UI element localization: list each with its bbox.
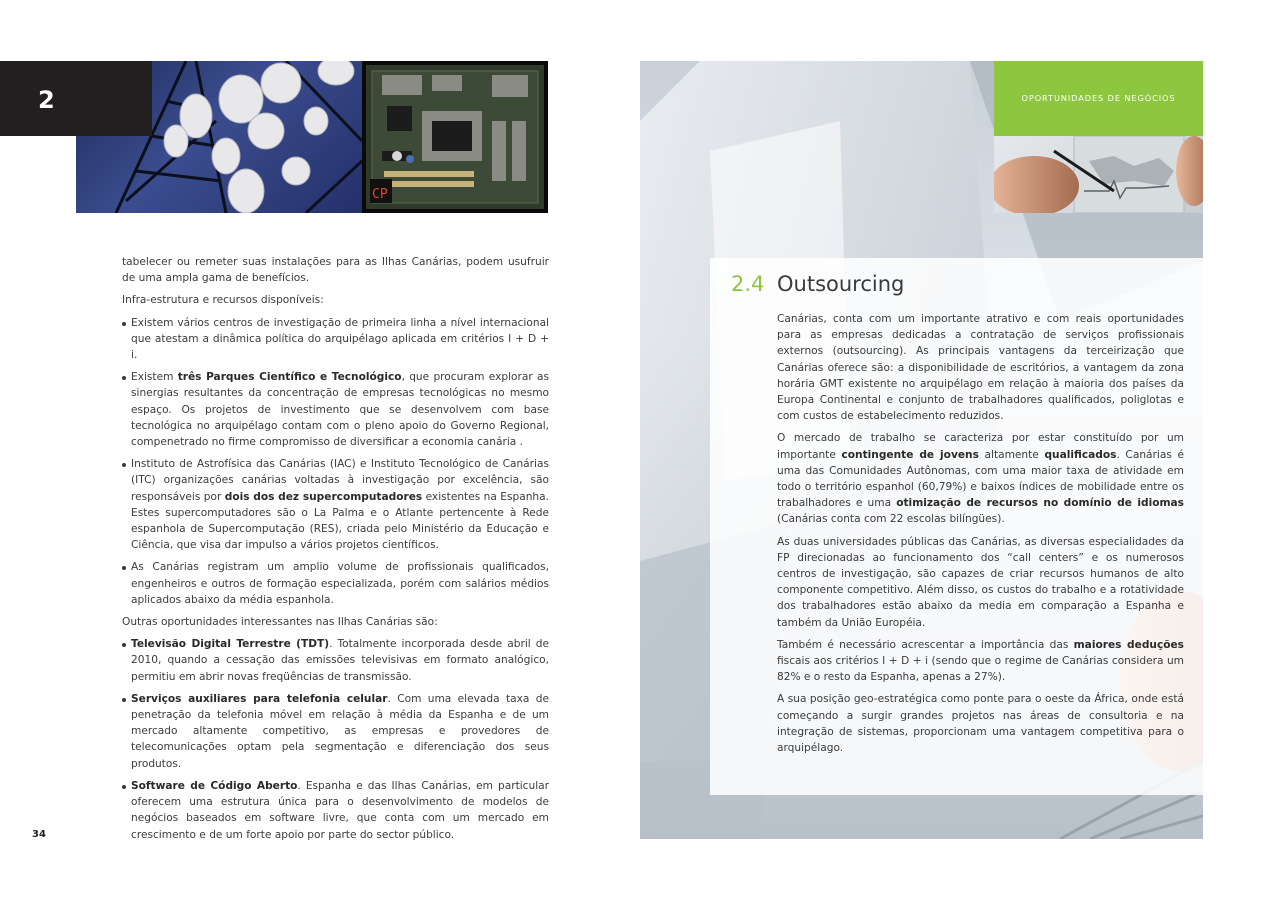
infra-heading: Infra-estrutura e recursos disponíveis: — [122, 294, 324, 307]
circuit-board-photo — [362, 61, 548, 213]
paragraph: O mercado de trabalho se caracteriza por estar constituído por um importante contingente de jovens altamente qualificados. Canárias é uma das Comunidades Autônomas, com uma maior taxa de atividade em todo o território espanhol (60,79%) e baixos índices de mobilidade entre os trabalhadores e uma otimização de recursos no domínio de idiomas (Canárias conta com 22 escolas bilíngües). — [777, 432, 1184, 526]
infra-list — [122, 315, 549, 608]
list-item: Software de Código Aberto. Espanha e das Ilhas Canárias, em particular oferecem uma estrutura única para o desenvolvimento de modelos de negócios baseados em software livre, que conta com um mercado em crescimento e de um forte apoio por parte do sector público. — [122, 778, 549, 843]
opportunities-list — [122, 636, 549, 842]
paragraph: Canárias, conta com um importante atrativo e com reais oportunidades para as empresas dedicadas a contratação de serviços profissionais externos (outsourcing). As principais vantagens da terceirização que Canárias oferece são: a disponibilidade de escritórios, a vantagem da zona horária GMT existente no arquipélago em relação à maioria dos países da Europa Continental e conjunto de trabalhadores qualificados, poliglotas e com custos de estabelecimento reduzidos. — [777, 313, 1184, 423]
svg-text:CP: CP — [372, 187, 388, 202]
section-number: 2.4 — [731, 272, 765, 296]
list-item: Instituto de Astrofísica das Canárias (IAC) e Instituto Tecnológico de Canárias (ITC) organizações canárias voltadas à investigação por excelência, são responsáveis por dois dos dez supercomputadores existentes na Espanha. Estes supercomputadores são o La Palma e o Atlante pertencente à Rede espanhola de Supercomputação (RES), criada pelo Ministério da Educação e Ciência, que visa dar impulso a vários projetos científicos. — [122, 456, 549, 553]
right-body-text — [777, 311, 1184, 762]
hand-with-pen-illustration — [994, 136, 1203, 213]
list-item: As Canárias registram um amplio volume de profissionais qualificados, engenheiros e outros de formação especializada, porém com salários médios aplicados abaixo da média espanhola. — [122, 559, 549, 608]
paragraph: A sua posição geo-estratégica como ponte para o oeste da África, onde está começando a surgir grandes projetos nas áreas de consultoria e na integração de sistemas, proporcionam uma vantagem competitiva para o arquipélago. — [777, 693, 1184, 755]
paragraph: Também é necessário acrescentar a importância das maiores deduções fiscais aos critérios I + D + i (sendo que o regime de Canárias considera um 82% e o resto da Espanha, apenas a 27%). — [777, 638, 1184, 684]
page-number: 34 — [32, 829, 46, 840]
list-item: Televisão Digital Terrestre (TDT). Totalmente incorporada desde abril de 2010, quando a cessação das emissões televisivas em formato analógico, permitiu em abrir novas freqüências de transmissão. — [122, 636, 549, 685]
section-tag: OPORTUNIDADES DE NEGÓCIOS — [994, 61, 1203, 136]
chapter-number: 2 — [0, 61, 152, 136]
paragraph: As duas universidades públicas das Canárias, as diversas especialidades da FP direcionadas ao funcionamento dos “call centers” e os numerosos centros de investigação, são capazes de criar recursos humanos de alto componente competitivo. Além disso, os custos do trabalho e a rotatividade dos trabalhadores estão abaixo da media em comparação a Espanha e também da União Européia. — [777, 535, 1184, 629]
circuit-board-illustration — [362, 61, 548, 213]
left-body-text — [122, 254, 549, 849]
opportunities-heading: Outras oportunidades interessantes nas Ilhas Canárias são: — [122, 616, 438, 629]
chart-hand-photo — [994, 136, 1203, 213]
section-title: Outsourcing — [777, 272, 905, 296]
list-item: Existem três Parques Científico e Tecnológico, que procuram explorar as sinergias resultantes da concentração de empresas tecnológicas no mesmo espaço. Os projetos de investimento que se desenvolvem com base tecnológica no arquipélago contam com o pleno apoio do Governo Regional, compenetrado no firme compromisso de diversificar a economia canária . — [122, 369, 549, 450]
list-item: Serviços auxiliares para telefonia celular. Com uma elevada taxa de penetração da telefonia móvel em relação à média da Espanha e de um mercado altamente competitivo, as empresas e provedores de telecomunicações optam pela segmentação e diferenciação dos seus produtos. — [122, 691, 549, 772]
intro-paragraph: tabelecer ou remeter suas instalações para as Ilhas Canárias, podem usufruir de uma ampla gama de benefícios. — [122, 256, 549, 285]
list-item: Existem vários centros de investigação de primeira linha a nível internacional que atestam a dinâmica política do arquipélago aplicada em critérios I + D + i. — [122, 315, 549, 364]
